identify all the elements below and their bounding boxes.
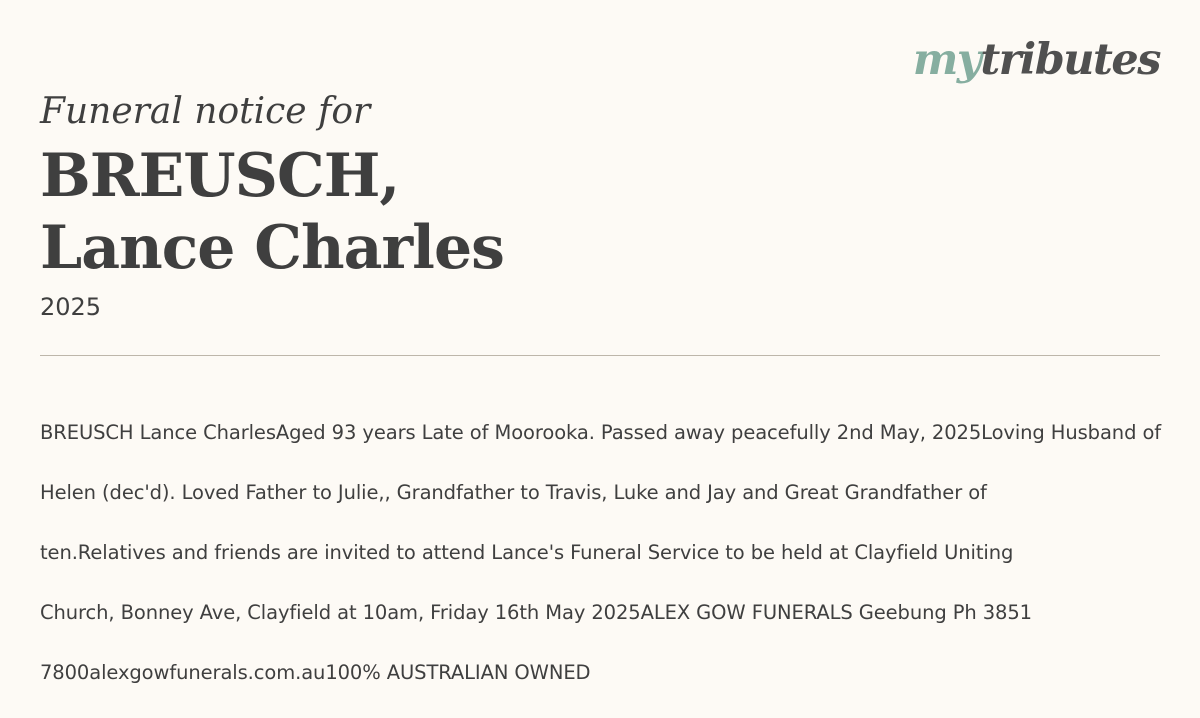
notice-line: 7800alexgowfunerals.com.au100% AUSTRALIAN OWNED [40, 661, 591, 684]
notice-line: BREUSCH Lance CharlesAged 93 years Late of Moorooka. Passed away peacefully 2nd May, 2025Loving Husband of [40, 421, 1162, 444]
deceased-given-names: Lance Charles [40, 213, 504, 283]
notice-body [40, 388, 1190, 718]
notice-line: Helen (dec'd). Loved Father to Julie,, Grandfather to Travis, Luke and Jay and Great Grandfather of [40, 481, 987, 504]
deceased-name [40, 140, 504, 284]
mytributes-logo[interactable] [913, 34, 1160, 86]
notice-line: Church, Bonney Ave, Clayfield at 10am, Friday 16th May 2025ALEX GOW FUNERALS Geebung Ph 3851 [40, 601, 1032, 624]
divider [40, 355, 1160, 356]
notice-year: 2025 [40, 293, 102, 321]
notice-line: ten.Relatives and friends are invited to attend Lance's Funeral Service to be held at Clayfield Uniting [40, 541, 1014, 564]
notice-kicker: Funeral notice for [40, 91, 371, 132]
logo-my: my [912, 35, 981, 85]
deceased-surname: BREUSCH, [40, 141, 400, 211]
logo-tributes: tributes [980, 35, 1160, 85]
